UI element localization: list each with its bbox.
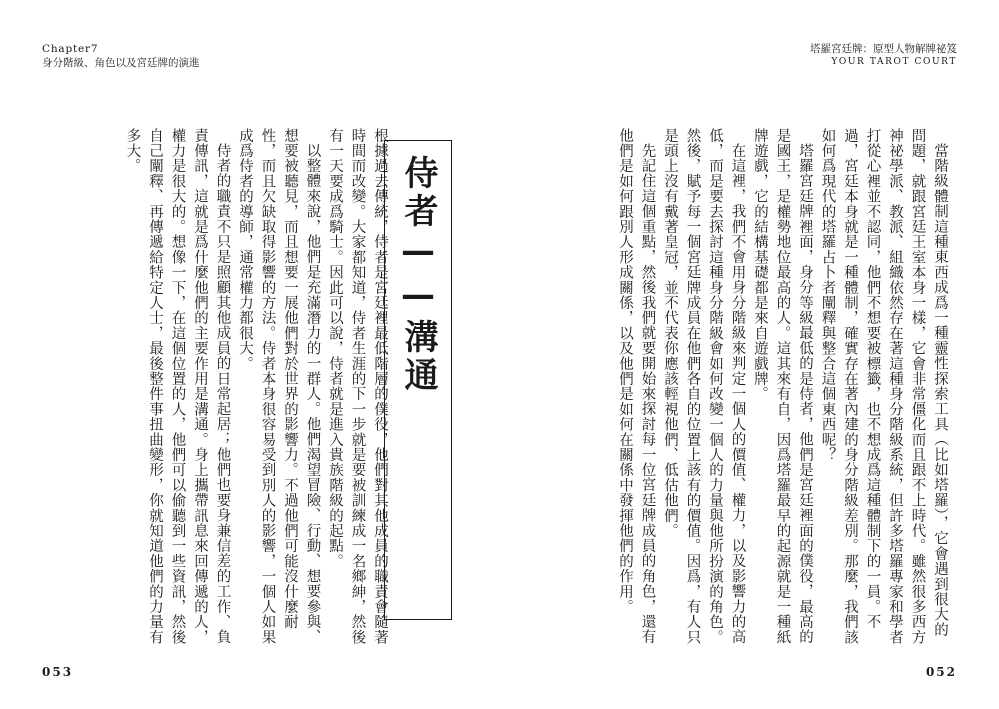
- chapter-label: Chapter7: [42, 43, 99, 55]
- left-page: [0, 0, 499, 709]
- running-header-right: [810, 42, 957, 68]
- section-title: 侍者——溝通: [398, 155, 438, 395]
- chapter-subtitle: 身分階級、角色以及宮廷牌的演進: [42, 57, 200, 70]
- body-paragraph: 在這裡，我們不會用身分階級來判定一個人的價值、權力，以及影響力的高低，而是要去探討這種身分階級會如何改變一個人的力量與他所扮演的角色。然後，賦予每一個宮廷牌成員在他們各自的位置上該有的價值。因爲，有人只是頭上沒有戴著皇冠，並不代表你應該輕視他們、低估他們。: [662, 128, 746, 645]
- book-english-title: YOUR TAROT COURT: [831, 57, 957, 68]
- right-body-text: [541, 128, 951, 648]
- body-paragraph: 塔羅宮廷牌裡面，身分等級最低的是侍者，他們是宮廷裡面的僕役，最高的是國王，是權勢地位最高的人。這其來有自，因爲塔羅最早的起源就是一種紙牌遊戲，它的結構基礎都是來自遊戲牌。: [752, 128, 813, 645]
- left-body-text: [36, 128, 391, 648]
- section-title-box: [384, 140, 452, 620]
- body-paragraph: 當階級體制這種東西成爲一種靈性探索工具（比如塔羅），它會遇到很大的問題，就跟宮廷王室本身一樣，它會非常僵化而且跟不上時代。雖然很多西方神祕學派、教派、組織依然存在著這種身分階級系統，但許多塔羅專家和學者打從心裡並不認同，他們不想要被標籤，也不想成爲這種體制下的一員。不過，宮廷本身就是一種體制，確實存在著內建的身分階級差別。那麼，我們該如何爲現代的塔羅占卜者闡釋與整合這個東西呢？: [819, 128, 948, 645]
- right-page: [500, 0, 999, 709]
- page-number: 053: [42, 665, 74, 679]
- page-number: 052: [925, 665, 957, 679]
- body-paragraph: 侍者的職責不只是照顧其他成員的日常起居；他們也要身兼信差的工作、負責傳訊，這就是爲什麼他們的主要作用是溝通。身上攜帶訊息來回傳遞的人，權力是很大的。想像一下，在這個位置的人，他們可以偷聽到一些資訊，然後自己闡釋、再傳遞給特定人士，最後整件事扭曲變形，你就知道他們的力量有多大。: [124, 128, 231, 645]
- body-paragraph: 先記住這個重點，然後我們就要開始來探討每一位宮廷牌成員的角色，還有他們是如何跟別人形成關係，以及他們是如何在關係中發揮他們的作用。: [617, 128, 656, 645]
- running-header-left: [42, 42, 200, 70]
- body-paragraph: 以整體來說，他們是充滿潛力的一群人。他們渴望冒險、行動、想要參與、想要被聽見，而且想要一展他們對於世界的影響力。不過他們可能沒什麼耐性，而且欠缺取得影響的方法。侍者本身很容易受到別人的影響，一個人如果成爲侍者的導師，通常權力都很大。: [237, 128, 321, 645]
- body-paragraph: 根據過去傳統，侍者是宮廷裡最低階層的僕役，他們對其他成員的職責會隨著時間而改變。大家都知道，侍者生涯的下一步就是要被訓練成一名鄉紳，然後有一天要成爲騎士。因此可以說，侍者就是進入貴族階級的起點。: [327, 128, 388, 645]
- book-title: 塔羅宮廷牌：原型人物解牌祕笈: [810, 43, 957, 55]
